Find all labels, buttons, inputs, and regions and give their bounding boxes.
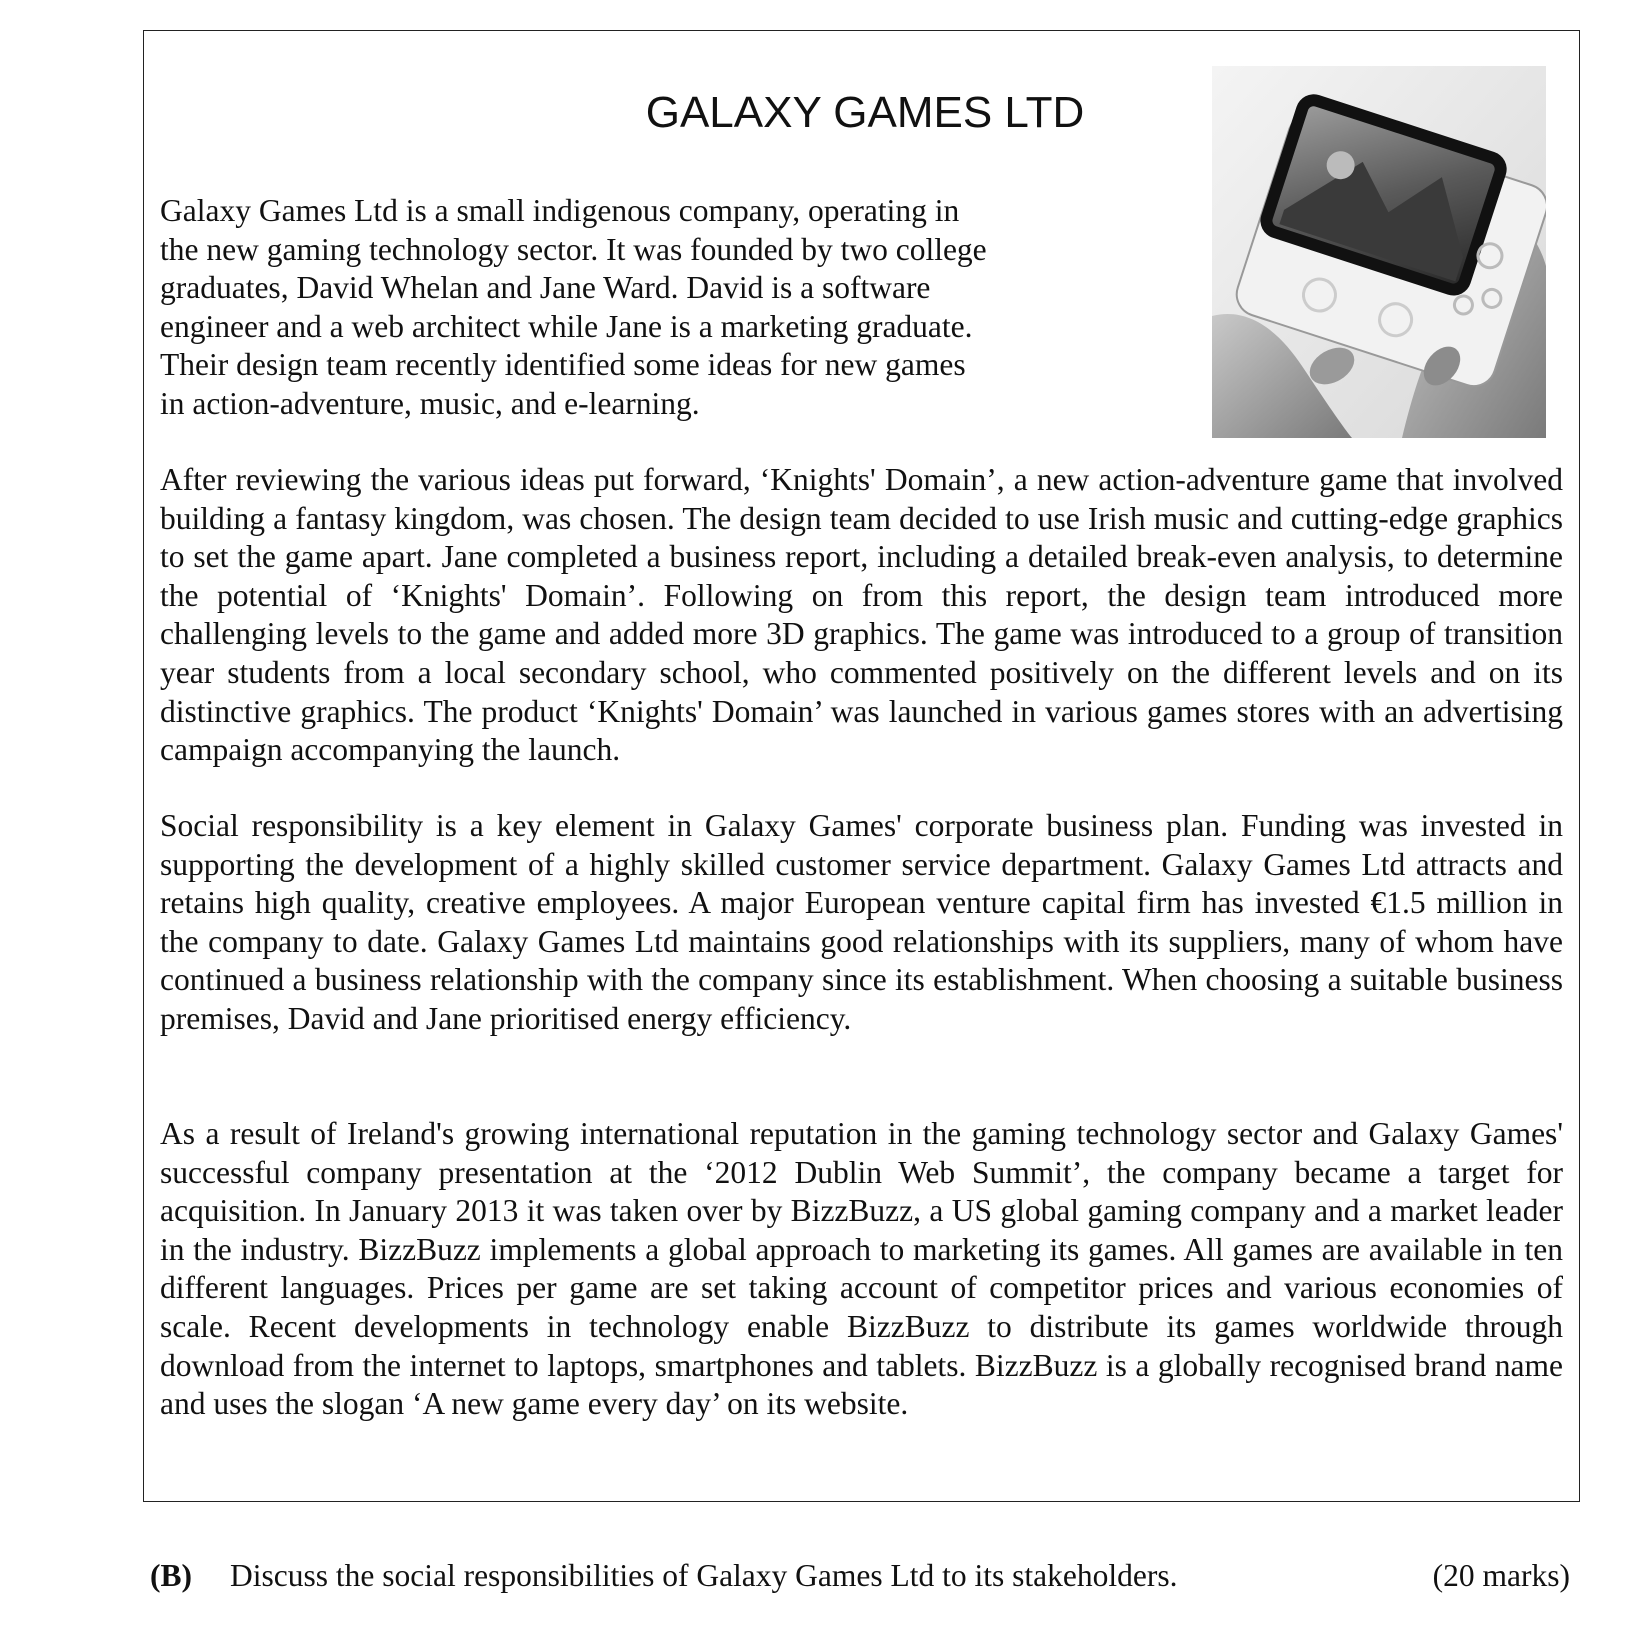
question-marks: (20 marks) xyxy=(1432,1558,1570,1593)
paragraph-product: After reviewing the various ideas put forward, ‘Knights' Domain’, a new action-adventure game that involved building a fantasy kingdom, was chosen. The design team decided to use Irish music and cutting-edge graphics to set the game apart. Jane completed a business report, including a detailed break-even analysis, to determine the potential of ‘Knights' Domain’. Following on from this report, the design team introduced more challenging levels to the game and added more 3D graphics. The game was introduced to a group of transition year students from a local secondary school, who commented positively on the different levels and on its distinctive graphics. The product ‘Knights' Domain’ was launched in various games stores with an advertising campaign accompanying the launch. xyxy=(160,462,1563,768)
game-console-photo xyxy=(1212,66,1546,438)
question-text: Discuss the social responsibilities of Galaxy Games Ltd to its stakeholders. xyxy=(230,1558,1178,1593)
paragraph-social-responsibility: Social responsibility is a key element in Galaxy Games' corporate business plan. Funding was invested in supporting the development of a highly skilled customer service department. Galaxy Games Ltd attracts and retains high quality, creative employees. A major European venture capital firm has invested €1.5 million in the company to date. Galaxy Games Ltd maintains good relationships with its suppliers, many of whom have continued a business relationship with the company since its establishment. When choosing a suitable business premises, David and Jane prioritised energy efficiency. xyxy=(160,808,1563,1036)
paragraph-intro: Galaxy Games Ltd is a small indigenous company, operating in the new gaming technology sector. It was founded by two college graduates, David Whelan and Jane Ward. David is a software engineer and a web architect while Jane is a marketing graduate. Their design team recently identified some ideas for new games in action-adventure, music, and e-learning. xyxy=(160,193,987,421)
case-study-title: GALAXY GAMES LTD xyxy=(645,88,1085,137)
question-label: (B) xyxy=(150,1558,192,1593)
paragraph-acquisition: As a result of Ireland's growing international reputation in the gaming technology sector and Galaxy Games' successful company presentation at the ‘2012 Dublin Web Summit’, the company became a target for acquisition. In January 2013 it was taken over by BizzBuzz, a US global gaming company and a market leader in the industry. BizzBuzz implements a global approach to marketing its games. All games are available in ten different languages. Prices per game are set taking account of competitor prices and various economies of scale. Recent developments in technology enable BizzBuzz to distribute its games worldwide through download from the internet to laptops, smartphones and tablets. BizzBuzz is a globally recognised brand name and uses the slogan ‘A new game every day’ on its website. xyxy=(160,1116,1563,1422)
